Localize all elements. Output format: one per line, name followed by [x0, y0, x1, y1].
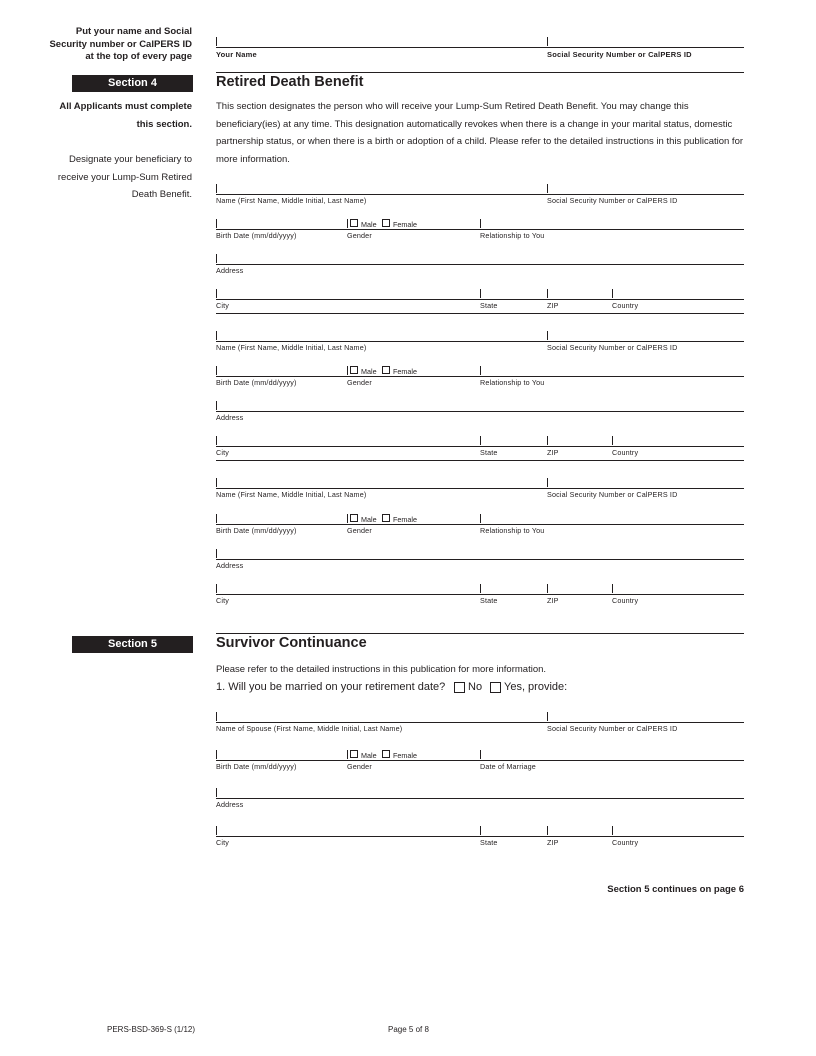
relationship-label: Relationship to You — [480, 231, 545, 240]
section-5-intro: Please refer to the detailed instructions in this publication for more information. — [216, 664, 547, 675]
address-tick — [216, 549, 217, 558]
header-name-input[interactable] — [216, 47, 744, 48]
married-yes-label: Yes, provide: — [504, 681, 568, 693]
state-label: State — [480, 596, 498, 605]
married-no-label: No — [468, 681, 483, 693]
country-tick — [612, 436, 613, 445]
birth-date-label: Birth Date (mm/dd/yyyy) — [216, 378, 297, 387]
your-name-label: Your Name — [216, 50, 257, 59]
zip-label: ZIP — [547, 596, 559, 605]
spouse-name-tick — [216, 712, 217, 721]
birth-gender-relationship-input[interactable] — [216, 524, 744, 525]
spouse-zip-tick — [547, 826, 548, 835]
female-checkbox[interactable] — [382, 366, 390, 374]
beneficiary-ssn-label: Social Security Number or CalPERS ID — [547, 490, 678, 499]
name-field-tick — [216, 37, 217, 46]
country-label: Country — [612, 448, 639, 457]
gender-label: Gender — [347, 378, 372, 387]
beneficiary-name-tick — [216, 331, 217, 340]
address-input[interactable] — [216, 264, 744, 265]
beneficiary-name-tick — [216, 478, 217, 487]
spouse-birth-date-label: Birth Date (mm/dd/yyyy) — [216, 762, 297, 771]
city-state-zip-country-input[interactable] — [216, 594, 744, 595]
form-id: PERS-BSD-369-S (1/12) — [107, 1025, 196, 1034]
section-5-tag: Section 5 — [72, 636, 193, 653]
city-tick — [216, 436, 217, 445]
city-tick — [216, 584, 217, 593]
birth-date-tick — [216, 366, 217, 375]
spouse-name-label: Name of Spouse (First Name, Middle Initial, Last Name) — [216, 724, 403, 733]
marriage-date-label: Date of Marriage — [480, 762, 536, 771]
beneficiary-name-label: Name (First Name, Middle Initial, Last Name) — [216, 196, 367, 205]
beneficiary-name-label: Name (First Name, Middle Initial, Last Name) — [216, 343, 367, 352]
city-label: City — [216, 596, 229, 605]
spouse-female-label: Female — [393, 751, 417, 760]
spouse-city-label: City — [216, 838, 229, 847]
spouse-address-input[interactable] — [216, 798, 744, 799]
country-label: Country — [612, 596, 639, 605]
birth-gender-relationship-input[interactable] — [216, 376, 744, 377]
section-5-title: Survivor Continuance — [216, 635, 367, 651]
gender-tick — [347, 366, 348, 375]
address-label: Address — [216, 266, 244, 275]
address-tick — [216, 254, 217, 263]
spouse-address-label: Address — [216, 800, 244, 809]
header-ssn-label: Social Security Number or CalPERS ID — [547, 50, 692, 59]
male-checkbox[interactable] — [350, 366, 358, 374]
zip-label: ZIP — [547, 301, 559, 310]
female-checkbox[interactable] — [382, 219, 390, 227]
spouse-birth-date-tick — [216, 750, 217, 759]
spouse-ssn-tick — [547, 712, 548, 721]
beneficiary-ssn-tick — [547, 331, 548, 340]
city-state-zip-country-input[interactable] — [216, 446, 744, 447]
state-tick — [480, 289, 481, 298]
relationship-tick — [480, 514, 481, 523]
married-no-checkbox[interactable] — [454, 682, 465, 693]
city-label: City — [216, 448, 229, 457]
country-tick — [612, 584, 613, 593]
male-checkbox[interactable] — [350, 219, 358, 227]
birth-gender-relationship-input[interactable] — [216, 229, 744, 230]
birth-date-label: Birth Date (mm/dd/yyyy) — [216, 526, 297, 535]
relationship-label: Relationship to You — [480, 378, 545, 387]
address-input[interactable] — [216, 559, 744, 560]
section-4-side-note: Designate your beneficiary to receive your Lump-Sum Retired Death Benefit. — [57, 154, 192, 200]
spouse-state-label: State — [480, 838, 498, 847]
beneficiary-ssn-tick — [547, 478, 548, 487]
spouse-zip-label: ZIP — [547, 838, 559, 847]
male-label: Male — [361, 220, 377, 229]
country-label: Country — [612, 301, 639, 310]
spouse-name-input[interactable] — [216, 722, 744, 723]
spouse-country-label: Country — [612, 838, 639, 847]
beneficiary-ssn-tick — [547, 184, 548, 193]
header-instruction: Put your name and Social Security number or CalPERS ID at the top of every page — [49, 26, 192, 62]
birth-date-tick — [216, 219, 217, 228]
female-checkbox[interactable] — [382, 514, 390, 522]
beneficiary-name-tick — [216, 184, 217, 193]
spouse-address-tick — [216, 788, 217, 797]
spouse-city-state-zip-country-input[interactable] — [216, 836, 744, 837]
beneficiary-ssn-label: Social Security Number or CalPERS ID — [547, 196, 678, 205]
birth-date-tick — [216, 514, 217, 523]
beneficiary-name-label: Name (First Name, Middle Initial, Last Name) — [216, 490, 367, 499]
ssn-field-tick — [547, 37, 548, 46]
header-divider — [216, 72, 744, 73]
relationship-tick — [480, 366, 481, 375]
zip-tick — [547, 436, 548, 445]
female-label: Female — [393, 367, 417, 376]
marriage-date-tick — [480, 750, 481, 759]
section-4-tag: Section 4 — [72, 75, 193, 92]
relationship-label: Relationship to You — [480, 526, 545, 535]
page-number: Page 5 of 8 — [388, 1025, 429, 1034]
male-label: Male — [361, 367, 377, 376]
address-label: Address — [216, 413, 244, 422]
gender-tick — [347, 219, 348, 228]
male-label: Male — [361, 515, 377, 524]
gender-label: Gender — [347, 526, 372, 535]
beneficiary-name-input[interactable] — [216, 341, 744, 342]
zip-tick — [547, 289, 548, 298]
city-state-zip-country-input[interactable] — [216, 299, 744, 300]
address-label: Address — [216, 561, 244, 570]
address-input[interactable] — [216, 411, 744, 412]
beneficiary-divider — [216, 460, 744, 461]
spouse-female-checkbox[interactable] — [382, 750, 390, 758]
married-question: 1. Will you be married on your retirement date? — [216, 681, 446, 693]
spouse-country-tick — [612, 826, 613, 835]
spouse-male-label: Male — [361, 751, 377, 760]
section-5-divider — [216, 633, 744, 634]
address-tick — [216, 401, 217, 410]
beneficiary-name-input[interactable] — [216, 488, 744, 489]
spouse-birth-gender-marriage-input[interactable] — [216, 760, 744, 761]
beneficiary-name-input[interactable] — [216, 194, 744, 195]
spouse-state-tick — [480, 826, 481, 835]
section-5-continues-note: Section 5 continues on page 6 — [607, 884, 744, 895]
male-checkbox[interactable] — [350, 514, 358, 522]
female-label: Female — [393, 515, 417, 524]
section-4-required-note: All Applicants must complete this section. — [59, 101, 192, 130]
married-yes-checkbox[interactable] — [490, 682, 501, 693]
zip-tick — [547, 584, 548, 593]
gender-label: Gender — [347, 231, 372, 240]
spouse-male-checkbox[interactable] — [350, 750, 358, 758]
beneficiary-ssn-label: Social Security Number or CalPERS ID — [547, 343, 678, 352]
spouse-city-tick — [216, 826, 217, 835]
relationship-tick — [480, 219, 481, 228]
birth-date-label: Birth Date (mm/dd/yyyy) — [216, 231, 297, 240]
city-label: City — [216, 301, 229, 310]
zip-label: ZIP — [547, 448, 559, 457]
gender-tick — [347, 514, 348, 523]
section-4-title: Retired Death Benefit — [216, 74, 364, 90]
state-tick — [480, 584, 481, 593]
spouse-gender-tick — [347, 750, 348, 759]
spouse-ssn-label: Social Security Number or CalPERS ID — [547, 724, 678, 733]
state-label: State — [480, 301, 498, 310]
state-label: State — [480, 448, 498, 457]
spouse-gender-label: Gender — [347, 762, 372, 771]
beneficiary-divider — [216, 313, 744, 314]
female-label: Female — [393, 220, 417, 229]
section-4-description: This section designates the person who will receive your Lump-Sum Retired Death Benefit. You may change this beneficiary(ies) at any time. This designation automatically revokes when there is a change in your marital status, domestic partnership status, or when there is a birth or adoption of a child. Please refer to the detailed instructions in this publication for more information. — [216, 101, 744, 165]
city-tick — [216, 289, 217, 298]
state-tick — [480, 436, 481, 445]
country-tick — [612, 289, 613, 298]
